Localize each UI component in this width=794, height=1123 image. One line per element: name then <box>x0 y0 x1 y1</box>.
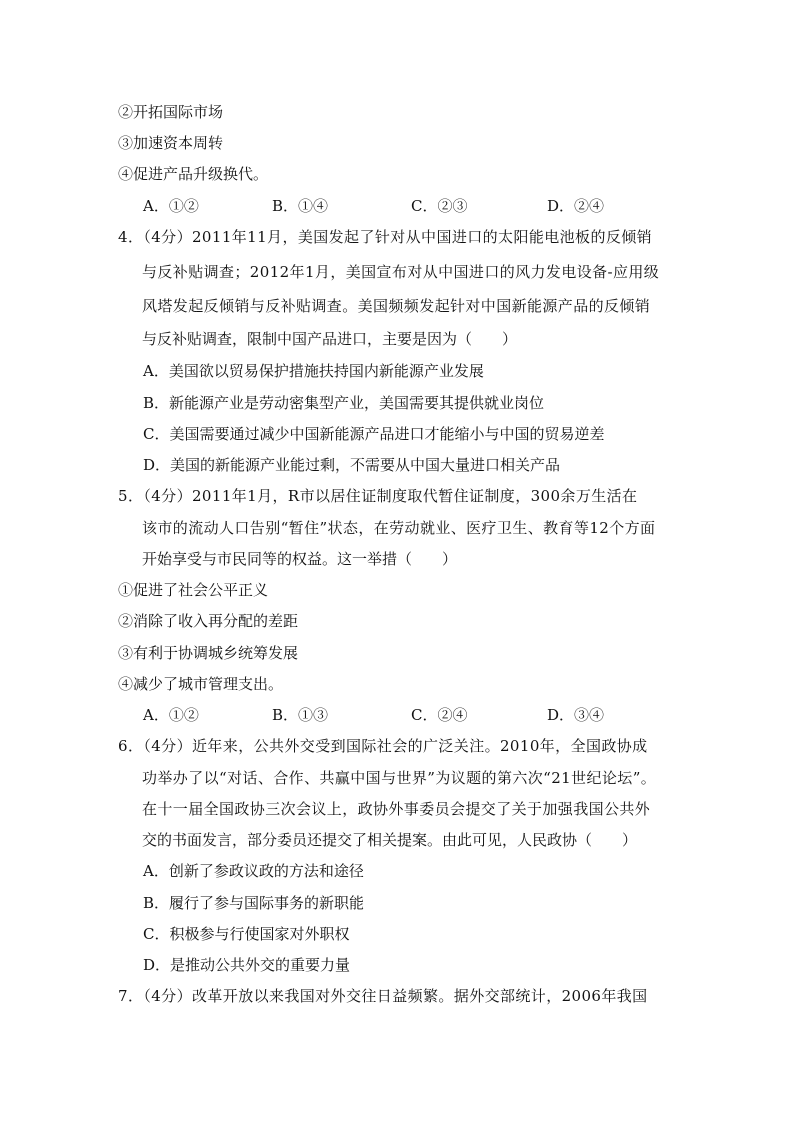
q3-statement-3: ③加速资本周转 <box>118 134 224 152</box>
q5-statement-1: ①促进了社会公平正义 <box>118 581 269 599</box>
q4-stem-line-4: 与反补贴调查，限制中国产品进口，主要是因为（ ） <box>142 330 518 348</box>
q5-stem-line-2: 该市的流动人口告别“暂住”状态，在劳动就业、医疗卫生、教育等12个方面 <box>142 519 656 537</box>
q3-statement-4: ④促进产品升级换代。 <box>118 165 269 183</box>
q6-choice-a[interactable]: A．创新了参政议政的方法和途径 <box>143 862 364 880</box>
q5-statement-2: ②消除了收入再分配的差距 <box>118 612 299 630</box>
q6-choice-d[interactable]: D．是推动公共外交的重要力量 <box>143 956 351 974</box>
q4-stem-line-3: 风塔发起反倾销与反补贴调查。美国频频发起针对中国新能源产品的反倾销 <box>142 297 651 315</box>
q6-stem-line-4: 交的书面发言，部分委员还提交了相关提案。由此可见，人民政协（ ） <box>142 831 638 849</box>
q3-statement-2: ②开拓国际市场 <box>118 103 224 121</box>
q5-options <box>143 705 663 725</box>
q7-stem-line-1: 7．（4分）改革开放以来我国对外交往日益频繁。据外交部统计，2006年我国 <box>118 987 648 1005</box>
q4-choice-a[interactable]: A．美国欲以贸易保护措施扶持国内新能源产业发展 <box>143 362 484 380</box>
q3-option-d[interactable]: D．②④ <box>547 197 605 215</box>
q5-option-c[interactable]: C．②④ <box>411 706 468 724</box>
q4-choice-b[interactable]: B．新能源产业是劳动密集型产业，美国需要其提供就业岗位 <box>143 394 545 412</box>
q3-option-a[interactable]: A．①② <box>143 197 199 215</box>
q4-stem-line-1: 4．（4分）2011年11月，美国发起了针对从中国进口的太阳能电池板的反倾销 <box>118 228 653 246</box>
q6-choice-b[interactable]: B．履行了参与国际事务的新职能 <box>143 894 365 912</box>
q6-stem-line-1: 6．（4分）近年来，公共外交受到国际社会的广泛关注。2010年，全国政协成 <box>118 737 648 755</box>
q5-option-a[interactable]: A．①② <box>143 706 199 724</box>
q3-options <box>143 196 663 216</box>
q5-statement-3: ③有利于协调城乡统筹发展 <box>118 644 299 662</box>
q6-stem-line-3: 在十一届全国政协三次会议上，政协外事委员会提交了关于加强我国公共外 <box>142 800 651 818</box>
q5-statement-4: ④减少了城市管理支出。 <box>118 675 284 693</box>
q4-choice-d[interactable]: D．美国的新能源产业能过剩，不需要从中国大量进口相关产品 <box>143 456 561 474</box>
q5-stem-line-1: 5．（4分）2011年1月，R市以居住证制度取代暂住证制度，300余万生活在 <box>118 487 638 505</box>
q3-option-c[interactable]: C．②③ <box>411 197 468 215</box>
q3-option-b[interactable]: B．①④ <box>272 197 329 215</box>
q5-stem-line-3: 开始享受与市民同等的权益。这一举措（ ） <box>142 550 458 568</box>
q5-option-d[interactable]: D．③④ <box>547 706 605 724</box>
q6-stem-line-2: 功举办了以“对话、合作、共赢中国与世界”为议题的第六次“21世纪论坛”。 <box>142 769 657 787</box>
q6-choice-c[interactable]: C．积极参与行使国家对外职权 <box>143 925 350 943</box>
q5-option-b[interactable]: B．①③ <box>272 706 329 724</box>
q4-choice-c[interactable]: C．美国需要通过减少中国新能源产品进口才能缩小与中国的贸易逆差 <box>143 425 605 443</box>
q4-stem-line-2: 与反补贴调查；2012年1月，美国宣布对从中国进口的风力发电设备-应用级 <box>142 263 660 281</box>
